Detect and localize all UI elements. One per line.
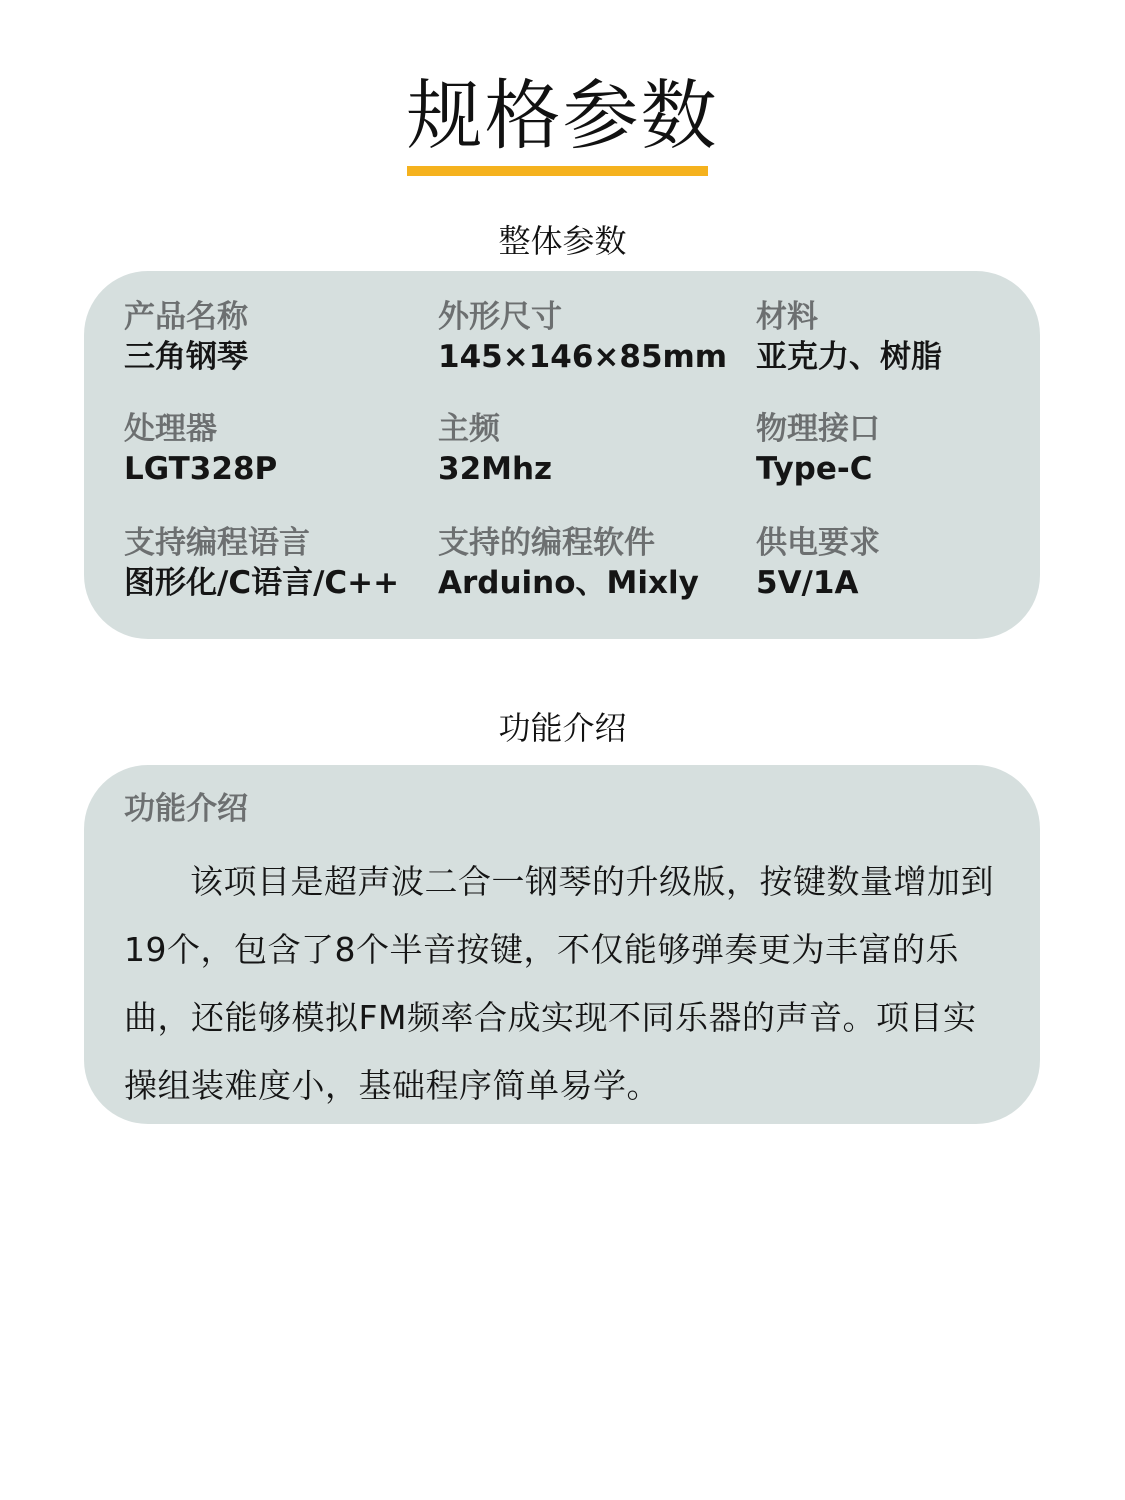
spec-item-languages: [124, 523, 424, 603]
spec-label: 主频: [438, 411, 500, 447]
spec-item-software: [438, 523, 738, 603]
intro-body: 该项目是超声波二合一钢琴的升级版，按键数量增加到19个，包含了8个半音按键，不仅能够弹奏更为丰富的乐曲，还能够模拟FM频率合成实现不同乐器的声音。项目实操组装难度小，基础程序简单易学。: [124, 862, 994, 1105]
spec-item-dimensions: [438, 297, 738, 377]
spec-label: 支持的编程软件: [438, 525, 655, 561]
spec-item-processor: [124, 409, 424, 489]
spec-value: LGT328P: [124, 451, 278, 487]
spec-label: 供电要求: [756, 525, 880, 561]
spec-value: 图形化/C语言/C++: [124, 565, 400, 601]
spec-label: 产品名称: [124, 299, 248, 335]
spec-item-interface: [756, 409, 1056, 489]
title-underline: [407, 166, 708, 176]
spec-label: 处理器: [124, 411, 217, 447]
page-title: 规格参数: [406, 71, 719, 160]
spec-item-frequency: [438, 409, 738, 489]
spec-value: 亚克力、树脂: [756, 339, 942, 375]
spec-item-power: [756, 523, 1056, 603]
intro-section-heading: 功能介绍: [498, 709, 627, 747]
spec-value: Arduino、Mixly: [438, 565, 699, 601]
intro-panel: [84, 765, 1040, 1124]
intro-label: 功能介绍: [124, 791, 248, 827]
spec-item-product-name: [124, 297, 424, 377]
spec-label: 外形尺寸: [438, 299, 562, 335]
spec-value: Type-C: [756, 451, 873, 487]
spec-label: 材料: [756, 299, 818, 335]
specs-section-heading: 整体参数: [498, 222, 627, 260]
spec-value: 5V/1A: [756, 565, 859, 601]
spec-label: 支持编程语言: [124, 525, 310, 561]
spec-value: 145×146×85mm: [438, 339, 728, 375]
spec-value: 32Mhz: [438, 451, 553, 487]
spec-label: 物理接口: [756, 411, 880, 447]
spec-item-material: [756, 297, 1056, 377]
specs-panel: [84, 271, 1040, 639]
spec-value: 三角钢琴: [124, 339, 248, 375]
